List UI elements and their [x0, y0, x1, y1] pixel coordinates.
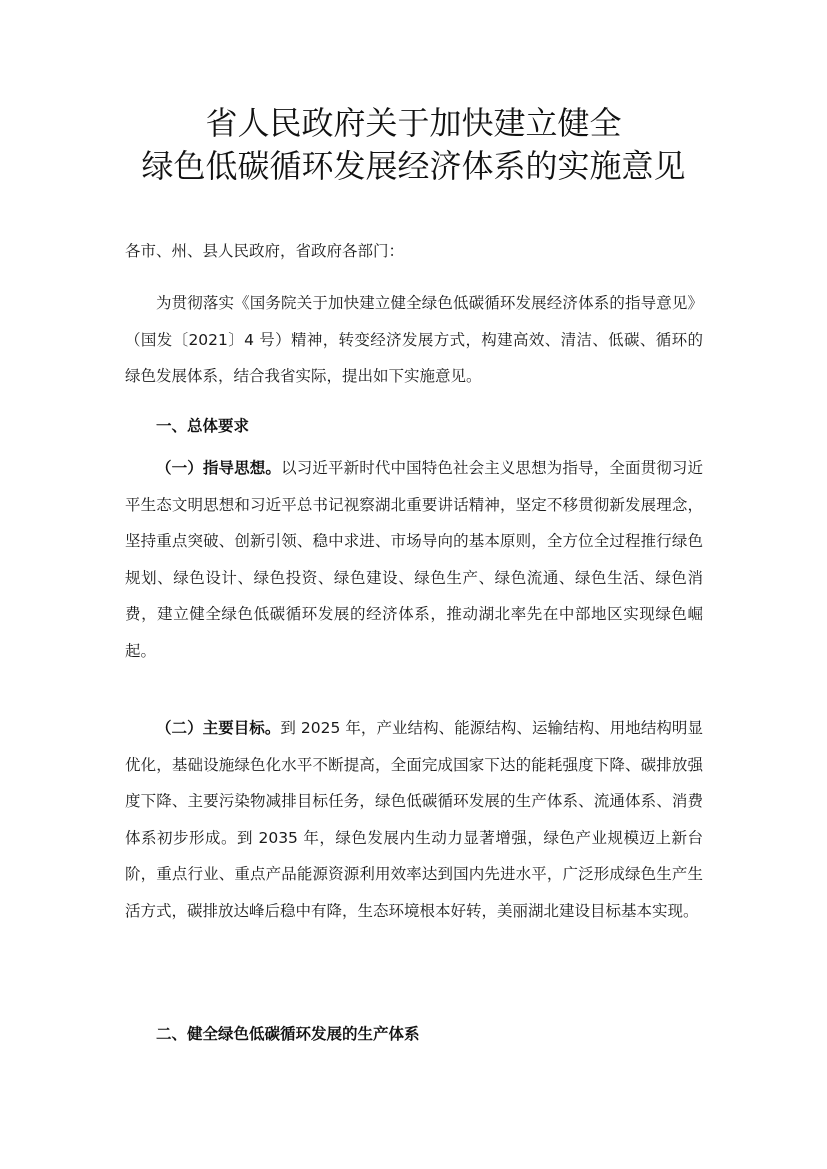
main-goals-lead: （二）主要目标。	[156, 719, 281, 737]
salutation: 各市、州、县人民政府，省政府各部门：	[125, 242, 405, 260]
document-title-line-1: 省人民政府关于加快建立健全	[205, 104, 622, 142]
section-1-heading: 一、总体要求	[156, 417, 250, 435]
section-2-heading: 二、健全绿色低碳循环发展的生产体系	[156, 1025, 420, 1043]
guiding-thought-lead: （一）指导思想。	[156, 459, 282, 477]
document-title-line-2: 绿色低碳循环发展经济体系的实施意见	[141, 147, 686, 185]
intro-paragraph: 为贯彻落实《国务院关于加快建立健全绿色低碳循环发展经济体系的指导意见》（国发〔2021〕4 号）精神，转变经济发展方式，构建高效、清洁、低碳、循环的绿色发展体系，结合我省实际，提出如下实施意见。	[125, 294, 703, 386]
main-goals-body: 到 2025 年，产业结构、能源结构、运输结构、用地结构明显优化，基础设施绿色化水平不断提高，全面完成国家下达的能耗强度下降、碳排放强度下降、主要污染物减排目标任务，绿色低碳循环发展的生产体系、流通体系、消费体系初步形成。到 2035 年，绿色发展内生动力显著增强，绿色产业规模迈上新台阶，重点行业、重点产品能源资源利用效率达到国内先进水平，广泛形成绿色生产生活方式，碳排放达峰后稳中有降，生态环境根本好转，美丽湖北建设目标基本实现。	[125, 719, 703, 920]
guiding-thought-paragraph	[125, 450, 703, 670]
guiding-thought-body: 以习近平新时代中国特色社会主义思想为指导，全面贯彻习近平生态文明思想和习近平总书记视察湖北重要讲话精神，坚定不移贯彻新发展理念，坚持重点突破、创新引领、稳中求进、市场导向的基本原则，全方位全过程推行绿色规划、绿色设计、绿色投资、绿色建设、绿色生产、绿色流通、绿色生活、绿色消费，建立健全绿色低碳循环发展的经济体系，推动湖北率先在中部地区实现绿色崛起。	[125, 459, 703, 660]
main-goals-paragraph	[125, 710, 703, 930]
